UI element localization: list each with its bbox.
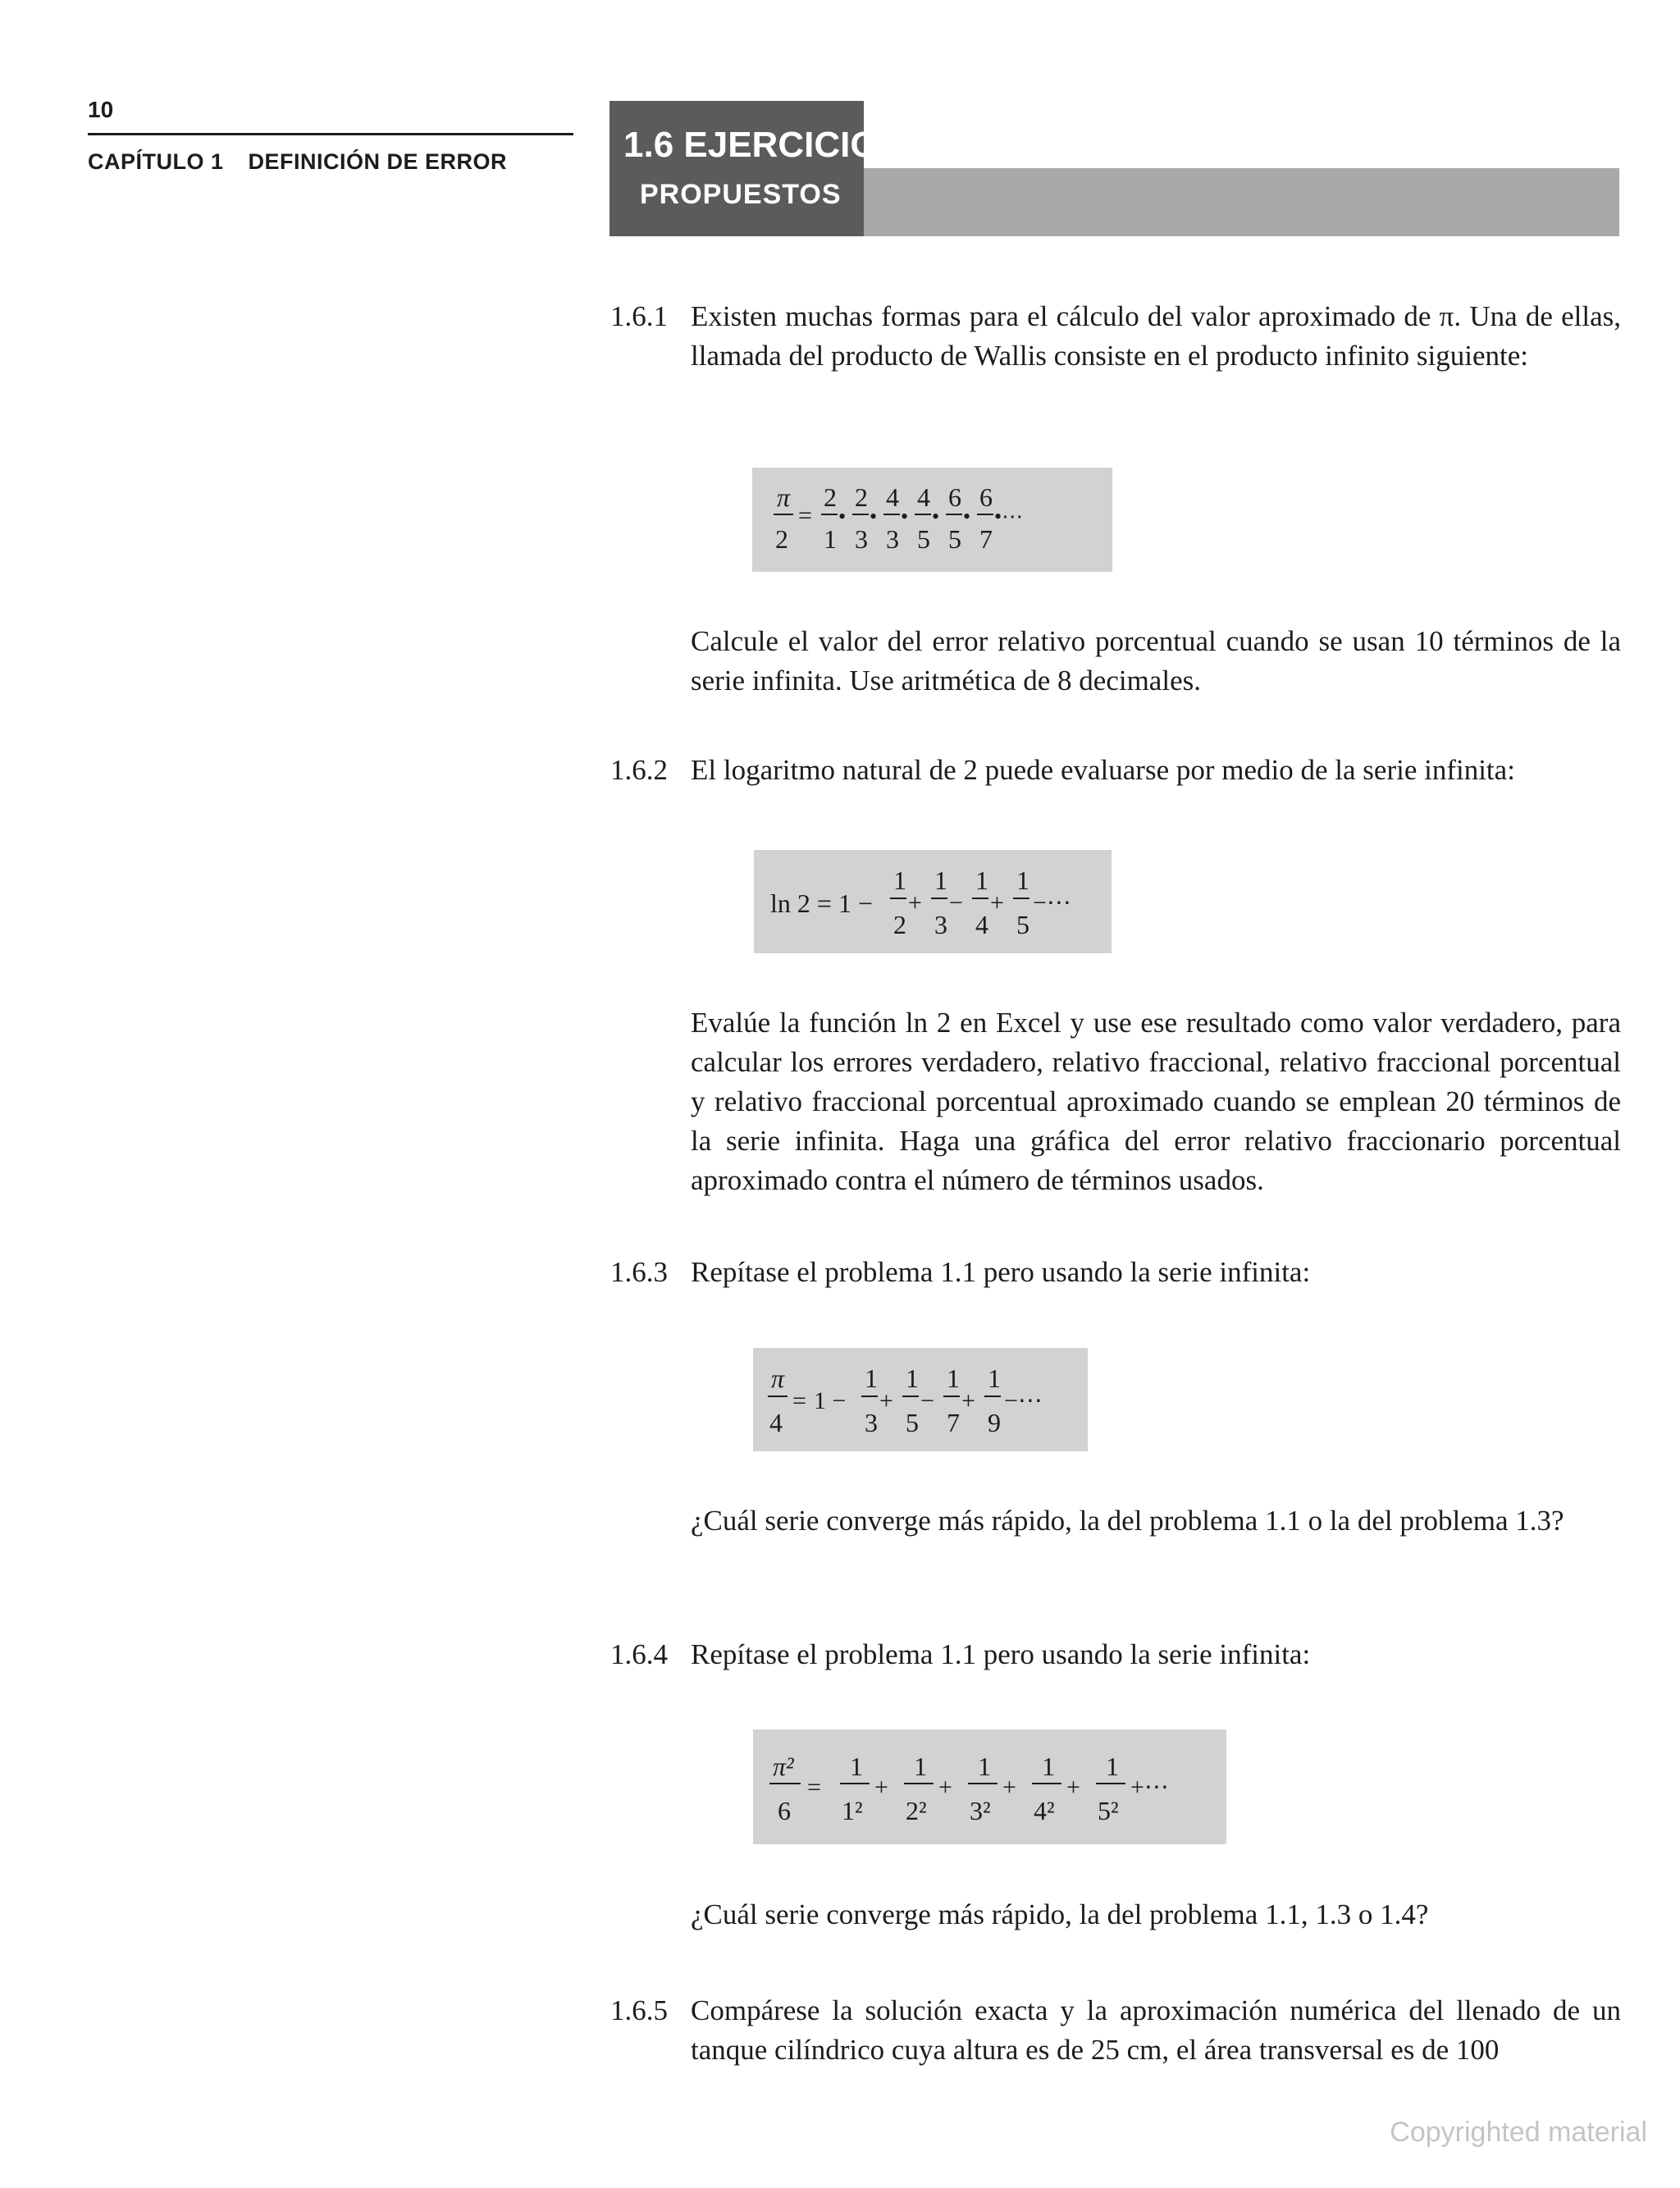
product-separator: •	[963, 505, 971, 528]
problem-number: 1.6.4	[610, 1638, 668, 1670]
term-numerator: 2	[855, 482, 868, 512]
formula-tail: •⋯	[994, 505, 1024, 528]
term-denominator: 2²	[906, 1796, 927, 1825]
term-denominator: 5	[917, 524, 930, 554]
term-denominator: 5²	[1098, 1796, 1119, 1825]
term-numerator: 1	[1106, 1752, 1119, 1781]
operator: +	[874, 1774, 888, 1801]
operator: +	[1002, 1774, 1016, 1801]
section-banner-box	[609, 101, 864, 236]
term-denominator: 5	[948, 524, 961, 554]
term-denominator: 3²	[970, 1796, 991, 1825]
term-numerator: 1	[914, 1752, 927, 1781]
problem-number: 1.6.1	[610, 300, 668, 332]
formula-ln2-series	[754, 850, 1112, 953]
section-title: 1.6 EJERCICIOS	[623, 125, 902, 165]
term-numerator: 4	[886, 482, 899, 512]
term-numerator: 1	[934, 866, 947, 895]
formula-lhs-numerator: π²	[773, 1752, 794, 1781]
operator: +	[938, 1774, 952, 1801]
term-numerator: 1	[893, 866, 906, 895]
problem-statement: Repítase el problema 1.1 pero usando la serie infinita:	[691, 1256, 1311, 1288]
problem-statement: Existen muchas formas para el cálculo del valor aproximado de π. Una de ellas, llamada del producto de Wallis consiste en el producto infinito siguiente:	[691, 300, 1621, 372]
formula-first-term: 1 −	[814, 1387, 847, 1414]
problem-followup: Calcule el valor del error relativo porcentual cuando se usan 10 términos de la serie infinita. Use aritmética de 8 decimales.	[691, 625, 1621, 697]
page-number: 10	[88, 97, 114, 122]
formula-tail: −⋯	[1033, 889, 1071, 916]
section-subtitle: PROPUESTOS	[640, 179, 842, 210]
chapter-number: CAPÍTULO 1	[88, 149, 224, 174]
problem-followup: Evalúe la función ln 2 en Excel y use ese resultado como valor verdadero, para calcular los errores verdadero, relativo fraccional, relativo fraccional porcentual y relativo fraccional porcentual aproximado cuando se emplean 20 términos de la serie infinita. Haga una gráfica del error relativo fraccionario porcentual aproximado contra el número de términos usados.	[691, 1007, 1621, 1196]
operator: +	[879, 1387, 893, 1414]
operator: −	[949, 889, 963, 916]
problem-statement: Compárese la solución exacta y la aproximación numérica del llenado de un tanque cilíndrico cuya altura es de 25 cm, el área transversal es de 100	[691, 1994, 1621, 2066]
equals-sign: =	[807, 1774, 821, 1801]
problem-number: 1.6.2	[610, 754, 668, 786]
term-numerator: 1	[988, 1364, 1001, 1393]
formula-lhs-denominator: 6	[778, 1796, 791, 1825]
formula-lhs-denominator: 4	[769, 1408, 783, 1437]
chapter-title: DEFINICIÓN DE ERROR	[248, 149, 508, 174]
term-numerator: 6	[979, 482, 993, 512]
term-denominator: 3	[934, 910, 947, 939]
formula-lhs-numerator: π	[777, 482, 791, 512]
term-numerator: 1	[975, 866, 988, 895]
formula-pi4-series	[753, 1348, 1088, 1451]
product-separator: •	[901, 505, 909, 528]
problem-number: 1.6.5	[610, 1994, 668, 2026]
formula-tail: −⋯	[1004, 1387, 1043, 1414]
term-denominator: 2	[893, 910, 906, 939]
problem-number: 1.6.3	[610, 1256, 668, 1288]
problem-followup: ¿Cuál serie converge más rápido, la del problema 1.1 o la del problema 1.3?	[691, 1505, 1564, 1537]
operator: −	[920, 1387, 934, 1414]
term-numerator: 1	[906, 1364, 919, 1393]
term-numerator: 1	[947, 1364, 960, 1393]
operator: +	[1066, 1774, 1080, 1801]
product-separator: •	[870, 505, 878, 528]
term-numerator: 1	[850, 1752, 863, 1781]
equals-sign: =	[798, 502, 812, 529]
header-rule	[88, 133, 573, 135]
chapter-label	[88, 149, 507, 175]
term-denominator: 5	[1016, 910, 1029, 939]
term-denominator: 7	[979, 524, 993, 554]
term-denominator: 5	[906, 1408, 919, 1437]
formula-lhs: ln 2 = 1 −	[770, 888, 873, 918]
product-separator: •	[932, 505, 940, 528]
problem-followup: ¿Cuál serie converge más rápido, la del problema 1.1, 1.3 o 1.4?	[691, 1898, 1429, 1930]
term-denominator: 9	[988, 1408, 1001, 1437]
copyright-watermark: Copyrighted material	[1390, 2117, 1647, 2148]
term-numerator: 6	[948, 482, 961, 512]
term-numerator: 1	[1016, 866, 1029, 895]
formula-tail: +⋯	[1130, 1774, 1169, 1801]
term-denominator: 1	[824, 524, 837, 554]
term-numerator: 4	[917, 482, 930, 512]
term-denominator: 3	[865, 1408, 878, 1437]
problem-statement: El logaritmo natural de 2 puede evaluarse por medio de la serie infinita:	[691, 754, 1515, 786]
formula-lhs-numerator: π	[771, 1364, 785, 1393]
term-numerator: 1	[978, 1752, 991, 1781]
term-denominator: 1²	[842, 1796, 863, 1825]
term-denominator: 3	[855, 524, 868, 554]
term-numerator: 1	[1042, 1752, 1055, 1781]
operator: +	[961, 1387, 975, 1414]
term-denominator: 7	[947, 1408, 960, 1437]
term-numerator: 1	[865, 1364, 878, 1393]
term-denominator: 4	[975, 910, 988, 939]
term-denominator: 3	[886, 524, 899, 554]
operator: +	[908, 889, 922, 916]
equals-sign: =	[792, 1387, 806, 1414]
formula-pi2-6-series	[753, 1729, 1226, 1844]
term-numerator: 2	[824, 482, 837, 512]
product-separator: •	[838, 505, 847, 528]
formula-lhs-denominator: 2	[775, 524, 788, 554]
formula-wallis-product	[752, 468, 1112, 572]
operator: +	[990, 889, 1004, 916]
problem-statement: Repítase el problema 1.1 pero usando la serie infinita:	[691, 1638, 1311, 1670]
term-denominator: 4²	[1034, 1796, 1055, 1825]
